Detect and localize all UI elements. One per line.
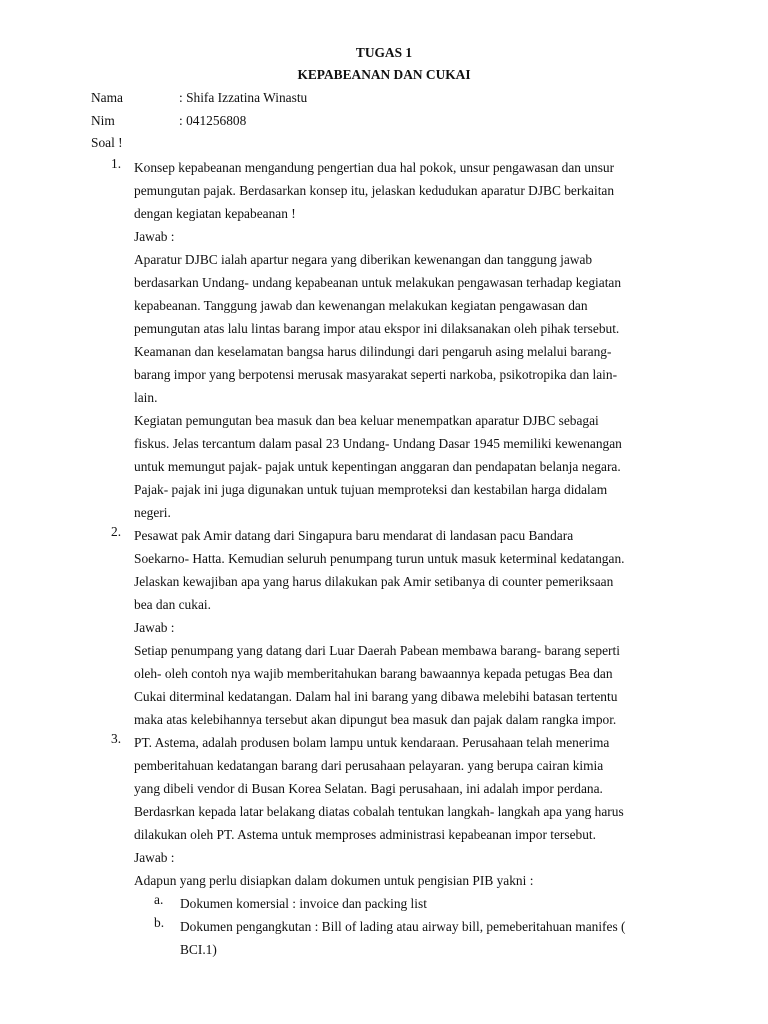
subitem-body xyxy=(180,892,690,915)
answer-text-line: Pajak- pajak ini juga digunakan untuk tujuan memproteksi dan kestabilan harga didalam xyxy=(134,482,608,497)
name-value: : Shifa Izzatina Winastu xyxy=(179,90,308,105)
answer-text-line: lain. xyxy=(134,390,158,405)
answer-text-line: kepabeanan. Tanggung jawab dan kewenangan melakukan kegiatan pengawasan dan xyxy=(134,298,588,313)
answer-text-line: maka atas kelebihannya tersebut akan dipungut bea masuk dan pajak dalam rangka impor. xyxy=(134,712,617,727)
question-text-line: Konsep kepabeanan mengandung pengertian dua hal pokok, unsur pengawasan dan unsur xyxy=(134,160,615,175)
question-body xyxy=(134,731,690,961)
answer-label: Jawab : xyxy=(134,620,175,635)
question-item xyxy=(0,156,768,524)
doc-title: TUGAS 1 xyxy=(355,45,413,60)
question-text-line: bea dan cukai. xyxy=(134,597,211,612)
question-body xyxy=(134,156,690,524)
answer-text-line: Adapun yang perlu disiapkan dalam dokumen untuk pengisian PIB yakni : xyxy=(134,873,534,888)
question-text-line: dengan kegiatan kepabeanan ! xyxy=(134,206,296,221)
answer-text-line: untuk memungut pajak- pajak untuk kepentingan anggaran dan pendapatan belanja negara. xyxy=(134,459,621,474)
answer-text-line: negeri. xyxy=(134,505,171,520)
answer-text-line: pemungutan atas lalu lintas barang impor atau ekspor ini dilaksanakan oleh pihak tersebut. xyxy=(134,321,620,336)
subitem-text-line: Dokumen komersial : invoice dan packing list xyxy=(180,896,427,911)
answer-text-line: oleh- oleh contoh nya wajib memberitahukan barang bawaannya kepada petugas Bea dan xyxy=(134,666,613,681)
question-list xyxy=(0,156,768,961)
question-text-line: PT. Astema, adalah produsen bolam lampu untuk kendaraan. Perusahaan telah menerima xyxy=(134,735,610,750)
subitem-letter: a. xyxy=(154,892,164,907)
question-text-line: Soekarno- Hatta. Kemudian seluruh penumpang turun untuk masuk keterminal kedatangan. xyxy=(134,551,625,566)
question-text-line: pemungutan pajak. Berdasarkan konsep itu, jelaskan kedudukan aparatur DJBC berkaitan xyxy=(134,183,615,198)
doc-subtitle: KEPABEANAN DAN CUKAI xyxy=(297,67,471,82)
subitem-text-line: BCI.1) xyxy=(180,942,217,957)
answer-text-line: Cukai diterminal kedatangan. Dalam hal ini barang yang dibawa melebihi batasan tertentu xyxy=(134,689,618,704)
question-text-line: Pesawat pak Amir datang dari Singapura baru mendarat di landasan pacu Bandara xyxy=(134,528,574,543)
question-text-line: dilakukan oleh PT. Astema untuk memproses administrasi kepabeanan impor tersebut. xyxy=(134,827,596,842)
question-number: 1. xyxy=(111,156,122,171)
question-body xyxy=(134,524,690,731)
nim-label: Nim xyxy=(91,113,115,128)
soal-label: Soal ! xyxy=(91,135,123,150)
question-item xyxy=(0,731,768,961)
subitem-letter: b. xyxy=(154,915,165,930)
question-number: 3. xyxy=(111,731,122,746)
answer-subitem xyxy=(134,915,690,961)
question-text-line: yang dibeli vendor di Busan Korea Selatan. Bagi perusahaan, ini adalah impor perdana. xyxy=(134,781,603,796)
answer-text-line: barang impor yang berpotensi merusak masyarakat seperti narkoba, psikotropika dan lain- xyxy=(134,367,618,382)
answer-text-line: berdasarkan Undang- undang kepabeanan untuk melakukan pengawasan terhadap kegiatan xyxy=(134,275,622,290)
answer-text-line: Aparatur DJBC ialah apartur negara yang diberikan kewenangan dan tanggung jawab xyxy=(134,252,593,267)
answer-text-line: Setiap penumpang yang datang dari Luar Daerah Pabean membawa barang- barang seperti xyxy=(134,643,620,658)
answer-text-line: fiskus. Jelas tercantum dalam pasal 23 Undang- Undang Dasar 1945 memiliki kewenangan xyxy=(134,436,622,451)
question-number: 2. xyxy=(111,524,122,539)
question-text-line: Berdasrkan kepada latar belakang diatas cobalah tentukan langkah- langkah apa yang harus xyxy=(134,804,624,819)
subitem-text-line: Dokumen pengangkutan : Bill of lading atau airway bill, pemeberitahuan manifes ( xyxy=(180,919,626,934)
answer-label: Jawab : xyxy=(134,850,175,865)
name-label: Nama xyxy=(91,90,123,105)
question-item xyxy=(0,524,768,731)
question-text-line: pemberitahuan kedatangan barang dari perusahaan pelayaran. yang berupa cairan kimia xyxy=(134,758,604,773)
answer-subitem xyxy=(134,892,690,915)
nim-value: : 041256808 xyxy=(179,113,247,128)
answer-label: Jawab : xyxy=(134,229,175,244)
answer-text-line: Kegiatan pemungutan bea masuk dan bea keluar menempatkan aparatur DJBC sebagai xyxy=(134,413,599,428)
subitem-body xyxy=(180,915,690,961)
question-text-line: Jelaskan kewajiban apa yang harus dilakukan pak Amir setibanya di counter pemeriksaan xyxy=(134,574,614,589)
answer-text-line: Keamanan dan keselamatan bangsa harus dilindungi dari pengaruh asing melalui barang- xyxy=(134,344,612,359)
